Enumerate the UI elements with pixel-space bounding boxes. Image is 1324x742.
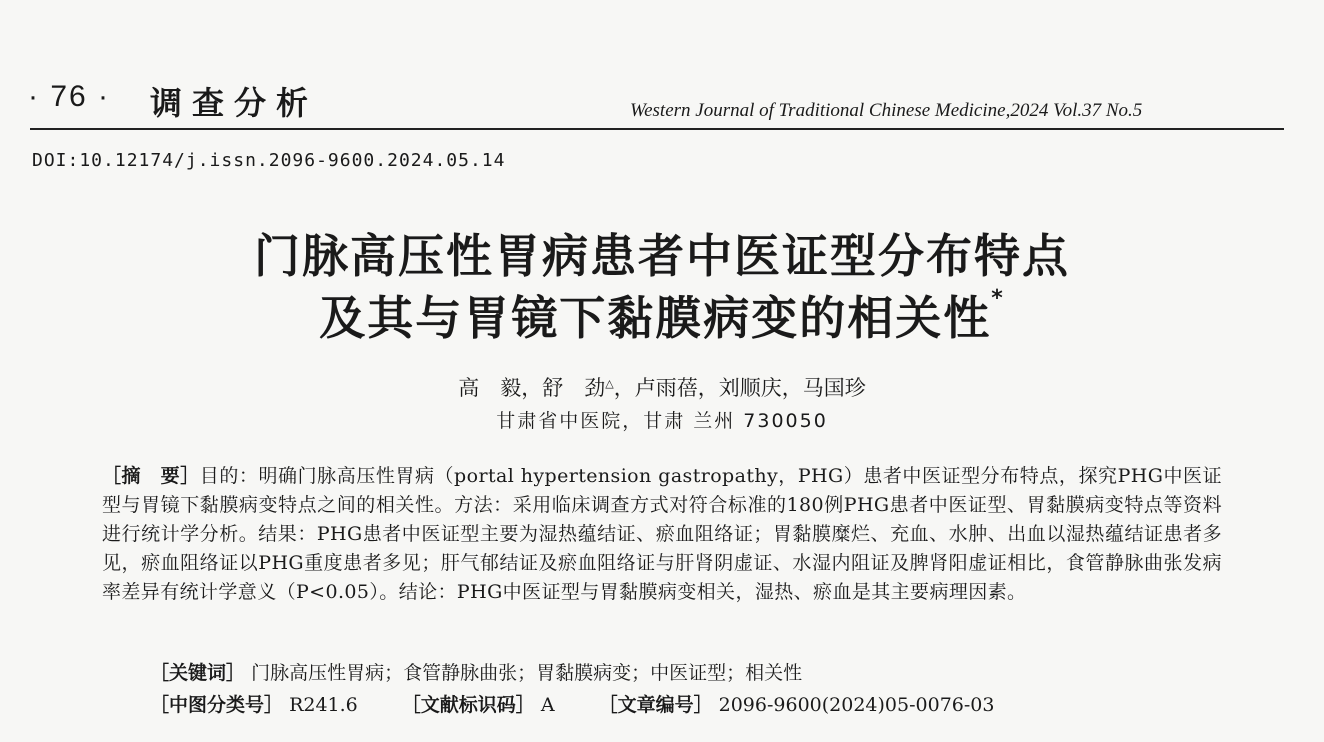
article-number-value: 2096-9600(2024)05-0076-03 (718, 694, 995, 716)
title-line-2-text: 及其与胃镜下黏膜病变的相关性 (319, 291, 992, 345)
page-number: · 76 · (28, 80, 111, 113)
keywords-text: 门脉高压性胃病；食管静脉曲张；胃黏膜病变；中医证型；相关性 (251, 662, 803, 684)
author-group-2: ，卢雨蓓，刘顺庆，马国珍 (613, 376, 866, 400)
section-heading: 调查分析 (150, 84, 319, 122)
title-footnote-mark: * (991, 286, 1005, 311)
header-rule (30, 128, 1284, 130)
keywords-label: ［关键词］ (150, 662, 246, 684)
abstract-paragraph (102, 462, 1222, 607)
title-line-2 (0, 282, 1324, 348)
title-line-1: 门脉高压性胃病患者中医证型分布特点 (254, 229, 1070, 283)
doc-code-value: A (540, 694, 555, 716)
authors (0, 372, 1324, 402)
author-group-1: 高 毅，舒 劲 (458, 376, 606, 400)
clc-value: R241.6 (289, 694, 358, 716)
abstract (102, 462, 1222, 607)
abstract-label: ［摘 要］ (102, 465, 200, 487)
doi: DOI:10.12174/j.issn.2096-9600.2024.05.14 (32, 150, 506, 171)
journal-running-head: Western Journal of Traditional Chinese Medicine,2024 Vol.37 No.5 (630, 100, 1143, 121)
affiliation: 甘肃省中医院，甘肃 兰州 730050 (496, 410, 828, 432)
keywords (150, 658, 802, 685)
corresponding-mark: △ (605, 377, 614, 390)
classification-line (150, 690, 994, 717)
article-number-label: ［文章编号］ (598, 694, 713, 716)
clc-label: ［中图分类号］ (150, 694, 284, 716)
abstract-text: 目的：明确门脉高压性胃病（portal hypertension gastropathy，PHG）患者中医证型分布特点，探究PHG中医证型与胃镜下黏膜病变特点之间的相关性。方法：采用临床调查方式对符合标准的180例PHG患者中医证型、胃黏膜病变特点等资料进行统计学分析。结果：PHG患者中医证型主要为湿热蕴结证、瘀血阻络证；胃黏膜糜烂、充血、水肿、出血以湿热蕴结证患者多见，瘀血阻络证以PHG重度患者多见；肝气郁结证及瘀血阻络证与肝肾阴虚证、水湿内阻证及脾肾阳虚证相比，食管静脉曲张发病率差异有统计学意义（P<0.05）。结论：PHG中医证型与胃黏膜病变相关，湿热、瘀血是其主要病理因素。 (102, 465, 1222, 603)
doc-code-label: ［文献标识码］ (401, 694, 535, 716)
